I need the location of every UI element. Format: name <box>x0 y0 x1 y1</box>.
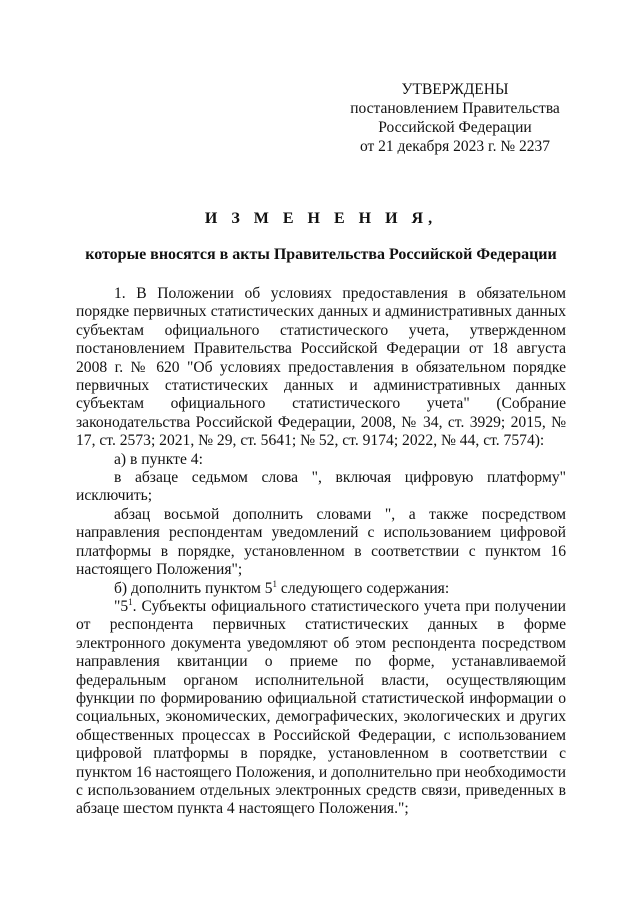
approval-authority: постановлением Правительства <box>350 100 560 117</box>
paragraph-5 <box>76 580 566 598</box>
paragraph-5-superscript: 1 <box>272 578 278 589</box>
approval-country: Российской Федерации <box>378 119 532 136</box>
paragraph-6-text: "5 <box>114 597 129 615</box>
paragraph-5-text-end: следующего содержания: <box>277 579 450 597</box>
paragraph-6 <box>76 598 566 819</box>
approval-date-number: от 21 декабря 2023 г. № 2237 <box>359 138 551 155</box>
paragraph-6-text-end: . Субъекты официального статистического учета при получении от респондента первичных статистических данных в форме электронного документа уведомляют об этом респондента посредством направления квитанции о приеме по форме, устанавливаемой федеральным органом исполнительной власти, осуществляющим функции по формированию официальной статистической информации о социальных, экономических, демографических, экологических и других общественных процессах в Российской Федерации, с использованием цифровой платформы в порядке, установленном в соответствии с пунктом 16 настоящего Положения, и дополнительно при необходимости с использованием отдельных электронных средств связи, приведенных в абзаце шестом пункта 4 настоящего Положения."; <box>76 597 566 818</box>
paragraph-2: а) в пункте 4: <box>114 450 203 468</box>
paragraph-3: в абзаце седьмом слова ", включая цифровую платформу" исключить; <box>76 469 566 505</box>
paragraph-6-superscript: 1 <box>128 596 133 607</box>
document-subtitle: которые вносятся в акты Правительства Российской Федерации <box>85 246 557 263</box>
document-title: И З М Е Н Е Н И Я, <box>204 210 438 227</box>
document-body <box>76 285 566 819</box>
paragraph-4: абзац восьмой дополнить словами ", а также посредством направления респондентам уведомлений с использованием цифровой платформы в порядке, установленном в соответствии с пунктом 16 настоящего Положения"; <box>76 505 566 579</box>
paragraph-5-text: б) дополнить пунктом 5 <box>114 579 273 597</box>
approval-block <box>320 80 590 156</box>
paragraph-1: 1. В Положении об условиях предоставления в обязательном порядке первичных статистических данных и административных данных субъектам официального статистического учета, утвержденном постановлением Правительства Российской Федерации от 18 августа 2008 г. № 620 "Об условиях предоставления в обязательном порядке первичных статистических данных и административных данных субъектам официального статистического учета" (Собрание законодательства Российской Федерации, 2008, № 34, ст. 3929; 2015, № 17, ст. 2573; 2021, № 29, ст. 5641; № 52, ст. 9174; 2022, № 44, ст. 7574): <box>76 285 566 450</box>
approval-status: УТВЕРЖДЕНЫ <box>401 81 509 98</box>
document-heading <box>76 210 566 264</box>
